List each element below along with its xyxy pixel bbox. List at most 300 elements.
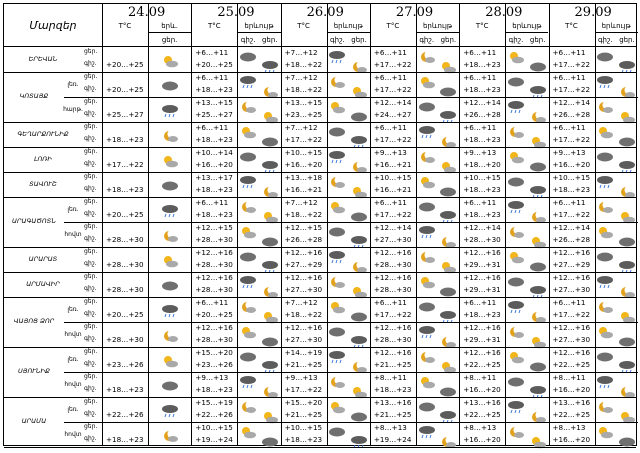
night-temp: +25…+27: [106, 110, 144, 119]
dark-cloud-icon: [261, 434, 279, 448]
night-temp: +20…+25: [195, 310, 233, 319]
rain-cloud-icon: [161, 103, 179, 117]
night-temp: +18…+23: [195, 210, 233, 219]
dark-cloud-icon: [418, 199, 436, 213]
night-temp: +20…+25: [106, 310, 144, 319]
night-temp: +27…+29: [552, 260, 591, 269]
rain-cloud-icon: [239, 374, 257, 388]
night-temp: +22…+25: [552, 360, 591, 369]
night-temp: +17…+22: [106, 160, 144, 169]
moon-cloud-icon: [328, 174, 346, 188]
night-temp: +27…+30: [552, 285, 591, 294]
day-temp: +6…+11: [463, 73, 497, 82]
sun-cloud-icon: [328, 399, 346, 413]
day-row-label: ցեր.: [84, 273, 98, 280]
subregion-label: հարթ.: [63, 106, 83, 113]
day-temp: +12…+16: [463, 273, 501, 282]
dark-cloud-icon: [239, 349, 257, 363]
night-temp: +27…+30: [284, 285, 323, 294]
night-temp: +29…+31: [463, 335, 501, 344]
moon-cloud-icon: [418, 349, 436, 363]
sun-cloud-icon: [350, 184, 368, 198]
night-temp: +18…+22: [284, 85, 323, 94]
region-label: ՎԱՅՈՑ ՁՈՐ: [13, 317, 55, 326]
night-temp: +21…+25: [284, 360, 323, 369]
phenomenon-label: երևույթ: [422, 22, 453, 30]
night-temp: +17…+22: [552, 135, 591, 144]
sun-cloud-icon: [161, 153, 179, 167]
moon-cloud-icon: [507, 124, 525, 138]
day-sub-label: ցեր.: [529, 36, 546, 44]
rain-cloud-icon: [328, 49, 346, 63]
day-row-label: ցեր.: [84, 373, 98, 380]
day-temp: +12…+16: [195, 323, 233, 332]
header-subline: [327, 32, 370, 33]
night-row-label: գիշ.: [84, 235, 97, 242]
night-row-label: գիշ.: [84, 360, 97, 367]
night-temp: +22…+25: [552, 410, 591, 419]
day-temp: +8…+13: [373, 423, 407, 432]
day-temp: +6…+11: [463, 198, 497, 207]
rain-cloud-icon: [239, 174, 257, 188]
moon-cloud-icon: [529, 309, 547, 323]
night-temp: +27…+30: [284, 335, 323, 344]
night-temp: +18…+23: [106, 185, 144, 194]
day-temp: +6…+11: [463, 123, 497, 132]
header-subline: [148, 32, 191, 33]
sun-cloud-icon: [418, 374, 436, 388]
day-sub-label: ցեր.: [619, 36, 635, 44]
day-temp: +13…+16: [373, 398, 412, 407]
sun-cloud-icon: [596, 424, 614, 438]
dark-cloud-icon: [418, 399, 436, 413]
dark-cloud-icon: [328, 424, 346, 438]
night-temp: +27…+30: [552, 335, 591, 344]
moon-cloud-icon: [350, 359, 368, 373]
night-temp: +18…+23: [552, 185, 591, 194]
night-temp: +18…+22: [284, 210, 323, 219]
dark-cloud-icon: [239, 49, 257, 63]
moon-cloud-icon: [239, 299, 257, 313]
day-row-label: ցեր.: [84, 148, 98, 155]
sun-cloud-icon: [529, 134, 547, 148]
day-temp: +6…+11: [552, 73, 586, 82]
subrow-divider: [64, 422, 638, 423]
night-temp: +17…+22: [373, 85, 412, 94]
rain-cloud-icon: [596, 174, 614, 188]
night-temp: +17…+22: [552, 210, 591, 219]
temp-label: T°C: [118, 22, 132, 30]
day-temp: +10…+14: [195, 148, 233, 157]
sun-cloud-icon: [439, 259, 457, 273]
sun-cloud-icon: [618, 409, 636, 423]
dark-cloud-icon: [529, 259, 547, 273]
moon-cloud-icon: [161, 328, 179, 342]
sun-cloud-icon: [529, 334, 547, 348]
dark-cloud-icon: [239, 249, 257, 263]
rain-cloud-icon: [596, 274, 614, 288]
header-subline: [416, 32, 459, 33]
subregion-label: հովտ: [64, 381, 82, 388]
night-temp: +22…+25: [463, 360, 501, 369]
temp-label: T°C: [475, 22, 489, 30]
day-temp: +12…+14: [463, 223, 501, 232]
night-temp: +23…+26: [106, 360, 144, 369]
header-subline: [237, 32, 280, 33]
sun-cloud-icon: [161, 53, 179, 67]
day-temp: +15…+20: [284, 398, 323, 407]
rain-cloud-icon: [418, 424, 436, 438]
night-temp: +18…+23: [284, 435, 323, 444]
rain-cloud-icon: [507, 399, 525, 413]
day-temp: +6…+11: [463, 298, 497, 307]
rain-cloud-icon: [261, 59, 279, 73]
night-temp: +18…+23: [463, 185, 501, 194]
day-temp: +10…+15: [373, 173, 412, 182]
rain-cloud-icon: [618, 159, 636, 173]
rain-cloud-icon: [328, 149, 346, 163]
day-temp: +12…+14: [373, 223, 412, 232]
night-row-label: գիշ.: [84, 110, 97, 117]
region-divider: [4, 72, 636, 73]
day-temp: +6…+11: [373, 48, 407, 57]
moon-cloud-icon: [529, 209, 547, 223]
dark-cloud-icon: [529, 359, 547, 373]
sun-cloud-icon: [507, 149, 525, 163]
moon-cloud-icon: [596, 199, 614, 213]
table-header: [4, 4, 636, 47]
dark-cloud-icon: [618, 334, 636, 348]
subregion-label: լեռ.: [67, 306, 79, 313]
subrow-divider: [64, 222, 638, 223]
sun-cloud-icon: [328, 99, 346, 113]
day-temp: +12…+14: [552, 223, 591, 232]
date-label: 26.09: [306, 5, 344, 20]
night-row-label: գիշ.: [84, 60, 97, 67]
day-temp: +8…+13: [552, 423, 586, 432]
night-temp: +18…+23: [463, 85, 501, 94]
day-temp: +12…+14: [373, 98, 412, 107]
day-temp: +15…+19: [195, 398, 233, 407]
rain-cloud-icon: [161, 403, 179, 417]
moon-cloud-icon: [618, 384, 636, 398]
rain-cloud-icon: [239, 274, 257, 288]
dark-cloud-icon: [596, 249, 614, 263]
rain-cloud-icon: [529, 384, 547, 398]
day-temp: +6…+11: [195, 48, 229, 57]
date-label: 27.09: [395, 5, 434, 20]
sun-cloud-icon: [439, 59, 457, 73]
sun-cloud-icon: [618, 109, 636, 123]
dark-cloud-icon: [439, 184, 457, 198]
moon-cloud-icon: [529, 109, 547, 123]
night-temp: +21…+25: [373, 410, 412, 419]
night-temp: +17…+22: [552, 310, 591, 319]
header-subline: [595, 32, 638, 33]
day-temp: +6…+11: [552, 123, 586, 132]
day-temp: +12…+16: [463, 348, 501, 357]
rain-cloud-icon: [439, 109, 457, 123]
night-temp: +17…+22: [552, 85, 591, 94]
night-temp: +21…+25: [373, 360, 412, 369]
rain-cloud-icon: [261, 159, 279, 173]
region-label: ԱՐՄԱՎԻՐ: [26, 279, 60, 288]
rain-cloud-icon: [328, 249, 346, 263]
region-column-title: Մարզեր: [29, 19, 77, 32]
night-row-label: գիշ.: [84, 285, 97, 292]
night-temp: +18…+23: [195, 135, 233, 144]
day-temp: +13…+17: [195, 173, 233, 182]
dark-cloud-icon: [261, 134, 279, 148]
sun-cloud-icon: [350, 84, 368, 98]
day-temp: +12…+16: [195, 273, 233, 282]
night-temp: +16…+21: [373, 185, 412, 194]
dark-cloud-icon: [328, 224, 346, 238]
region-label: ՍՅՈՒՆԻՔ: [18, 367, 50, 376]
night-temp: +28…+30: [195, 235, 233, 244]
subregion-label: լեռ.: [67, 206, 79, 213]
night-temp: +24…+27: [373, 110, 412, 119]
night-temp: +18…+23: [195, 185, 233, 194]
moon-cloud-icon: [507, 424, 525, 438]
night-sub-label: գիշ.: [508, 36, 524, 44]
label-divider: [102, 4, 103, 445]
region-label: ԱՐԱՐԱՏ: [28, 254, 58, 263]
moon-cloud-icon: [529, 409, 547, 423]
region-divider: [4, 197, 636, 198]
day-sub-label: ցեր.: [351, 36, 367, 44]
rain-cloud-icon: [507, 99, 525, 113]
rain-cloud-icon: [529, 284, 547, 298]
region-divider: [4, 447, 636, 448]
dark-cloud-icon: [439, 284, 457, 298]
day-temp: +13…+15: [195, 98, 233, 107]
temp-divider: [148, 4, 149, 445]
rain-cloud-icon: [596, 74, 614, 88]
rain-cloud-icon: [529, 84, 547, 98]
sun-cloud-icon: [328, 199, 346, 213]
rain-cloud-icon: [161, 203, 179, 217]
sun-cloud-icon: [618, 209, 636, 223]
sun-cloud-icon: [239, 224, 257, 238]
night-temp: +17…+22: [373, 60, 412, 69]
night-temp: +28…+30: [195, 260, 233, 269]
night-temp: +18…+23: [195, 385, 233, 394]
sun-cloud-icon: [507, 349, 525, 363]
night-temp: +18…+23: [106, 135, 144, 144]
night-temp: +28…+30: [106, 260, 144, 269]
moon-cloud-icon: [161, 428, 179, 442]
day-temp: +6…+11: [552, 198, 586, 207]
night-row-label: գիշ.: [84, 260, 97, 267]
sun-cloud-icon: [418, 274, 436, 288]
day-temp: +12…+16: [284, 323, 323, 332]
region-divider: [4, 122, 636, 123]
night-temp: +17…+22: [373, 135, 412, 144]
dark-cloud-icon: [618, 434, 636, 448]
temp-label: T°C: [297, 22, 310, 30]
dark-cloud-icon: [507, 274, 525, 288]
night-temp: +18…+23: [195, 85, 233, 94]
night-temp: +18…+23: [463, 310, 501, 319]
rain-cloud-icon: [507, 299, 525, 313]
night-temp: +27…+29: [284, 260, 323, 269]
rain-cloud-icon: [439, 309, 457, 323]
night-temp: +26…+28: [552, 235, 591, 244]
dark-cloud-icon: [618, 234, 636, 248]
day-temp: +10…+15: [552, 173, 591, 182]
night-temp: +22…+26: [195, 410, 233, 419]
forecast-table: [3, 3, 637, 446]
moon-cloud-icon: [239, 99, 257, 113]
night-temp: +26…+28: [463, 110, 501, 119]
moon-cloud-icon: [350, 159, 368, 173]
day-temp: +14…+19: [284, 348, 323, 357]
day-temp: +8…+11: [373, 373, 407, 382]
day-temp: +9…+13: [463, 148, 497, 157]
day-row-label: ցեր.: [84, 398, 98, 405]
night-temp: +27…+30: [373, 235, 412, 244]
day-temp: +6…+11: [373, 73, 407, 82]
day-temp: +12…+14: [463, 98, 501, 107]
day-row-label: ցեր.: [84, 73, 98, 80]
day-temp: +12…+16: [284, 273, 323, 282]
night-sub-label: գիշ.: [419, 36, 435, 44]
dark-cloud-icon: [350, 209, 368, 223]
day-temp: +6…+11: [373, 298, 407, 307]
night-temp: +22…+25: [463, 410, 501, 419]
dark-cloud-icon: [328, 124, 346, 138]
day-temp: +7…+12: [284, 298, 318, 307]
dark-cloud-icon: [161, 378, 179, 392]
day-temp: +6…+11: [195, 198, 229, 207]
day-temp: +6…+11: [195, 123, 229, 132]
region-label: ԵՐԵՎԱՆ: [28, 54, 58, 63]
rain-cloud-icon: [350, 134, 368, 148]
night-temp: +18…+23: [463, 60, 501, 69]
night-temp: +16…+20: [552, 435, 591, 444]
night-temp: +19…+24: [195, 435, 233, 444]
day-temp: +12…+16: [373, 348, 412, 357]
night-temp: +17…+22: [284, 135, 323, 144]
moon-cloud-icon: [161, 228, 179, 242]
rain-cloud-icon: [261, 259, 279, 273]
subregion-label: հովտ: [64, 331, 82, 338]
sun-cloud-icon: [328, 299, 346, 313]
day-row-label: ցեր.: [84, 198, 98, 205]
date-divider: [549, 4, 550, 445]
phenomenon-label: երև.: [161, 22, 179, 30]
region-label: ԼՈՌԻ: [34, 154, 52, 163]
region-label: ԱՐԱԳԱԾՈՏՆ: [11, 217, 57, 226]
day-temp: +15…+20: [195, 348, 233, 357]
sun-cloud-icon: [596, 324, 614, 338]
sun-cloud-icon: [239, 324, 257, 338]
rain-cloud-icon: [618, 259, 636, 273]
day-temp: +7…+12: [284, 73, 318, 82]
night-temp: +16…+20: [463, 435, 501, 444]
night-temp: +18…+22: [284, 60, 323, 69]
night-row-label: գիշ.: [84, 185, 97, 192]
day-temp: +6…+11: [195, 73, 229, 82]
day-temp: +12…+16: [552, 248, 591, 257]
rain-cloud-icon: [261, 359, 279, 373]
moon-cloud-icon: [618, 184, 636, 198]
sun-cloud-icon: [161, 253, 179, 267]
day-temp: +10…+15: [195, 423, 233, 432]
sun-cloud-icon: [239, 124, 257, 138]
moon-cloud-icon: [596, 299, 614, 313]
night-temp: +26…+28: [552, 110, 591, 119]
night-temp: +17…+22: [373, 310, 412, 319]
dark-cloud-icon: [350, 109, 368, 123]
moon-cloud-icon: [418, 249, 436, 263]
phenomenon-label: երևույթ: [244, 22, 274, 30]
rain-cloud-icon: [418, 224, 436, 238]
day-row-label: ցեր.: [84, 48, 98, 55]
dark-cloud-icon: [350, 309, 368, 323]
night-temp: +20…+25: [106, 210, 144, 219]
dark-cloud-icon: [439, 384, 457, 398]
day-row-label: ցեր.: [84, 223, 98, 230]
night-row-label: գիշ.: [84, 135, 97, 142]
date-label: 24.09: [128, 5, 166, 20]
moon-cloud-icon: [596, 399, 614, 413]
moon-cloud-icon: [439, 434, 457, 448]
night-temp: +28…+30: [195, 335, 233, 344]
day-row-label: ցեր.: [84, 173, 98, 180]
phenomenon-label: երևույթ: [333, 22, 363, 30]
day-row-label: ցեր.: [84, 298, 98, 305]
temp-label: T°C: [565, 22, 578, 30]
day-temp: +13…+16: [552, 398, 591, 407]
day-temp: +12…+16: [552, 348, 591, 357]
night-temp: +26…+28: [284, 235, 323, 244]
night-temp: +22…+26: [106, 410, 144, 419]
night-temp: +28…+30: [373, 260, 412, 269]
night-sub-label: գիշ.: [240, 36, 256, 44]
rain-cloud-icon: [350, 434, 368, 448]
day-temp: +12…+16: [552, 323, 591, 332]
day-temp: +12…+16: [552, 273, 591, 282]
rain-cloud-icon: [418, 324, 436, 338]
dark-cloud-icon: [507, 74, 525, 88]
dark-cloud-icon: [418, 299, 436, 313]
date-divider: [459, 4, 460, 445]
night-temp: +18…+23: [106, 435, 144, 444]
day-temp: +12…+16: [284, 248, 323, 257]
night-temp: +20…+25: [106, 85, 144, 94]
rain-cloud-icon: [507, 199, 525, 213]
night-sub-label: գիշ.: [597, 36, 613, 44]
subregion-label: լեռ.: [67, 81, 79, 88]
night-temp: +28…+30: [463, 235, 501, 244]
sun-cloud-icon: [261, 409, 279, 423]
night-temp: +17…+22: [373, 210, 412, 219]
day-temp: +8…+11: [463, 373, 497, 382]
day-temp: +9…+13: [373, 148, 407, 157]
dark-cloud-icon: [239, 149, 257, 163]
night-row-label: գիշ.: [84, 335, 97, 342]
day-temp: +12…+15: [284, 223, 323, 232]
rain-cloud-icon: [350, 234, 368, 248]
date-divider: [370, 4, 371, 445]
moon-cloud-icon: [350, 59, 368, 73]
sun-cloud-icon: [261, 209, 279, 223]
night-temp: +16…+20: [552, 160, 591, 169]
sun-cloud-icon: [350, 384, 368, 398]
sun-cloud-icon: [618, 309, 636, 323]
